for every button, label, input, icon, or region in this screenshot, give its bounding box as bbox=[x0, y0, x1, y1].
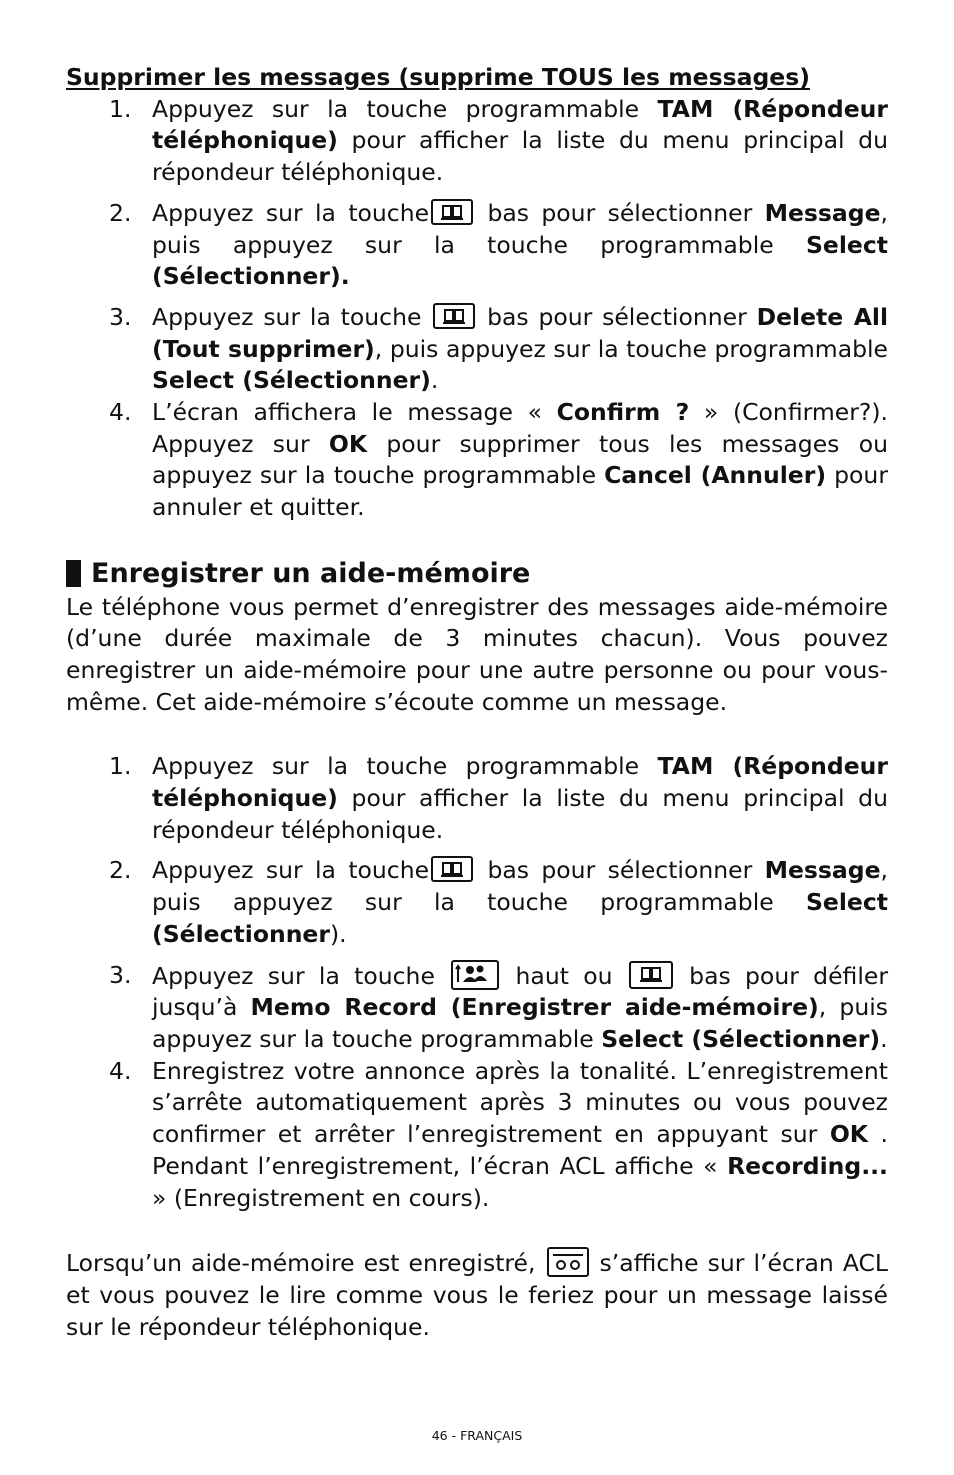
down-book-icon bbox=[431, 856, 473, 882]
list-item bbox=[66, 855, 888, 950]
step-number: 2. bbox=[109, 198, 132, 227]
step-bold: . bbox=[340, 262, 350, 291]
down-book-icon bbox=[629, 961, 673, 989]
step-number: 4. bbox=[109, 398, 132, 427]
step-number: 3. bbox=[109, 302, 132, 331]
step-text: , puis appuyez sur la touche programmable bbox=[152, 198, 889, 259]
step-bold: OK bbox=[328, 429, 368, 458]
step-text: , puis appuyez sur la touche programmable bbox=[374, 334, 889, 363]
step-text: pour supprimer tous les messages ou appuyez sur la touche programmable bbox=[152, 429, 888, 490]
step-text: . Pendant l’enregistrement, l’écran ACL affiche « bbox=[152, 1120, 888, 1180]
down-book-icon bbox=[433, 303, 475, 329]
step-text: bas pour sélectionner bbox=[475, 856, 765, 885]
answering-machine-icon bbox=[547, 1247, 589, 1277]
list-item bbox=[66, 198, 888, 293]
step-bold: Delete All (Tout supprimer) bbox=[152, 302, 888, 363]
step-text: Appuyez sur la touche bbox=[152, 302, 432, 331]
step-bold: Select (Sélectionner bbox=[152, 888, 888, 948]
list-item bbox=[66, 1056, 888, 1215]
step-bold: Select (Sélectionner) bbox=[152, 366, 431, 395]
step-bold: TAM (Répondeur téléphonique) bbox=[152, 752, 888, 813]
delete-steps-list bbox=[66, 94, 888, 524]
step-bold: TAM (Répondeur téléphonique) bbox=[152, 94, 888, 155]
page-footer: 46 - FRANÇAIS bbox=[431, 1428, 523, 1443]
step-bold: Memo Record (Enregistrer aide-mémoire) bbox=[250, 993, 819, 1022]
list-item bbox=[66, 397, 888, 524]
step-bold: Select (Sélectionner) bbox=[152, 230, 888, 291]
list-item bbox=[66, 751, 888, 846]
step-text: haut ou bbox=[501, 961, 627, 990]
step-bold: Select (Sélectionner) bbox=[601, 1024, 881, 1053]
step-bold: Confirm ? bbox=[556, 398, 690, 427]
step-text: bas pour défiler jusqu’à bbox=[152, 961, 889, 1022]
step-text: ). bbox=[329, 919, 347, 948]
list-item bbox=[66, 960, 888, 1056]
step-bold: Recording... bbox=[727, 1151, 888, 1180]
step-text: » (Enregistrement en cours). bbox=[152, 1183, 490, 1212]
step-text: pour afficher la liste du menu principal du répondeur téléphonique. bbox=[152, 784, 888, 844]
list-item bbox=[66, 94, 888, 189]
step-text: bas pour sélectionner bbox=[475, 198, 765, 227]
memo-steps-list bbox=[66, 751, 888, 1214]
step-text: Appuyez sur la touche bbox=[152, 856, 430, 885]
step-text: » (Confirmer?). Appuyez sur bbox=[152, 398, 888, 458]
list-item bbox=[66, 302, 888, 397]
step-text: Appuyez sur la touche bbox=[152, 961, 450, 990]
step-text: . bbox=[880, 1024, 888, 1053]
step-number: 1. bbox=[109, 752, 132, 781]
page-content bbox=[66, 62, 888, 1343]
step-text: Appuyez sur la touche bbox=[152, 198, 430, 227]
section-heading-delete-messages: Supprimer les messages (supprime TOUS les messages) bbox=[66, 63, 810, 91]
step-bold: Message bbox=[764, 856, 881, 885]
step-text: L’écran affichera le message « bbox=[152, 398, 557, 427]
step-text: . bbox=[430, 366, 439, 395]
step-text: pour annuler et quitter. bbox=[152, 461, 888, 522]
step-text: Appuyez sur la touche programmable bbox=[152, 752, 658, 781]
heading-bar-icon bbox=[66, 560, 81, 587]
step-number: 2. bbox=[109, 856, 132, 885]
heading-text: Enregistrer un aide-mémoire bbox=[91, 557, 531, 589]
step-text: , puis appuyez sur la touche programmable bbox=[152, 856, 889, 917]
memo-closing bbox=[66, 1247, 888, 1343]
closing-text: s’affiche sur l’écran ACL et vous pouvez le lire comme vous le feriez pour un message laissé sur le répondeur téléphonique. bbox=[66, 1249, 888, 1341]
step-bold: OK bbox=[829, 1120, 868, 1149]
step-number: 3. bbox=[109, 960, 132, 989]
step-text: pour afficher la liste du menu principal du répondeur téléphonique. bbox=[152, 126, 888, 187]
step-text: Enregistrez votre annonce après la tonalité. L’enregistrement s’arrête automatiquement après 3 minutes ou vous pouvez confirmer et arrêter l’enregistrement en appuyant sur bbox=[152, 1056, 888, 1149]
step-text: Appuyez sur la touche programmable bbox=[152, 94, 658, 123]
step-bold: Cancel (Annuler) bbox=[604, 461, 827, 490]
down-book-icon bbox=[431, 199, 473, 225]
closing-text: Lorsqu’un aide-mémoire est enregistré, bbox=[66, 1249, 545, 1278]
up-contacts-icon bbox=[451, 960, 499, 990]
step-text: bas pour sélectionner bbox=[477, 302, 757, 331]
step-text: , puis appuyez sur la touche programmable bbox=[152, 993, 888, 1053]
step-number: 1. bbox=[109, 94, 132, 123]
section-heading-memo bbox=[66, 558, 888, 590]
step-bold: Message bbox=[764, 198, 881, 227]
step-number: 4. bbox=[109, 1056, 132, 1085]
memo-intro: Le téléphone vous permet d’enregistrer des messages aide-mémoire (d’une durée maximale de 3 minutes chacun). Vous pouvez enregistrer un aide-mémoire pour une autre personne ou pour vous-même. Cet aide-mémoire s’écoute comme un message. bbox=[66, 592, 888, 716]
